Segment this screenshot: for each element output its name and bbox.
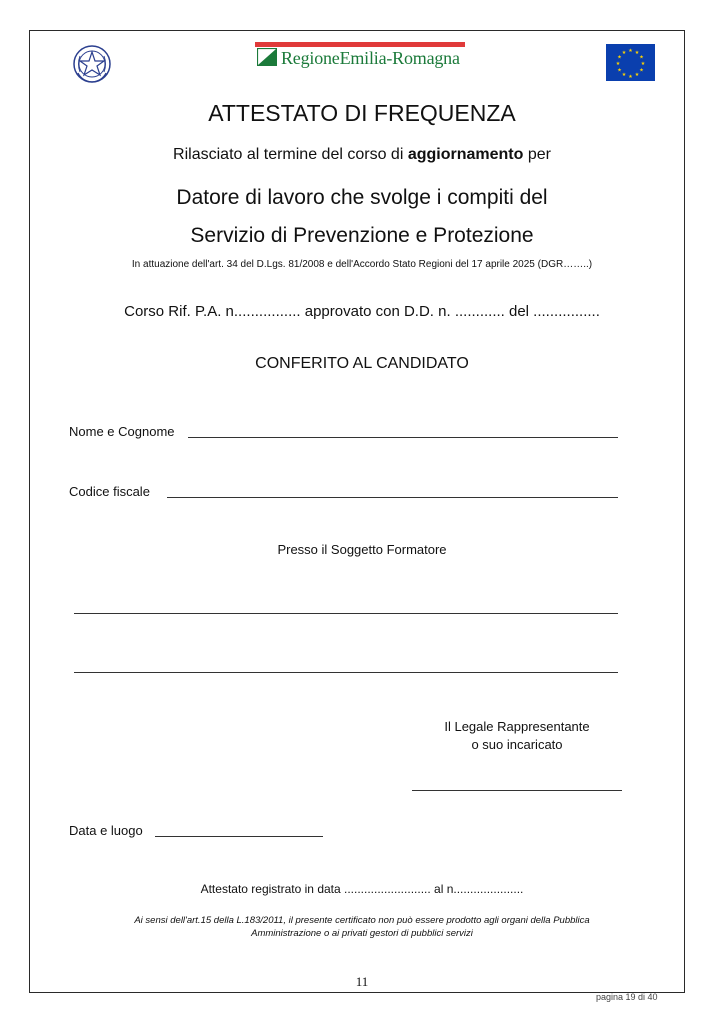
italian-republic-emblem-icon	[72, 43, 112, 85]
regione-emilia-romagna-logo	[255, 42, 465, 70]
regione-mark-icon	[257, 48, 277, 66]
soggetto-formatore-label: Presso il Soggetto Formatore	[277, 542, 447, 557]
svg-text:★: ★	[628, 74, 633, 80]
svg-text:★: ★	[640, 61, 646, 67]
page-number: 11	[355, 974, 369, 989]
course-reference: Corso Rif. P.A. n................ approvato con D.D. n. ............ del ................	[124, 303, 600, 320]
signature-line[interactable]	[412, 790, 622, 791]
subtitle-suffix: per	[523, 146, 551, 163]
conferred-heading: CONFERITO AL CANDIDATO	[255, 355, 469, 372]
svg-text:★: ★	[617, 54, 622, 61]
disclaimer-line-1: Ai sensi dell'art.15 della L.183/2011, il presente certificato non può essere prodotto agli organi della Pubblica	[134, 915, 590, 926]
svg-text:★: ★	[639, 54, 644, 61]
nome-cognome-field[interactable]	[188, 437, 618, 438]
certificate-title: ATTESTATO DI FREQUENZA	[208, 100, 516, 126]
course-name-line-2: Servizio di Prevenzione e Protezione	[190, 224, 534, 247]
course-name-line-1: Datore di lavoro che svolge i compiti del	[176, 186, 548, 209]
data-luogo-field[interactable]	[155, 836, 323, 837]
logo-text: RegioneEmilia-Romagna	[281, 48, 460, 68]
svg-text:★: ★	[621, 50, 627, 56]
legale-incaricato-label: o suo incaricato	[471, 737, 563, 752]
nome-cognome-label: Nome e Cognome	[69, 424, 175, 439]
codice-fiscale-field[interactable]	[167, 497, 618, 498]
subtitle-bold: aggiornamento	[407, 146, 524, 163]
svg-text:★: ★	[621, 72, 627, 78]
certificate-subtitle	[0, 146, 724, 164]
legale-rappresentante-label: Il Legale Rappresentante	[444, 719, 590, 734]
eu-flag-icon	[606, 44, 655, 81]
svg-text:★: ★	[615, 61, 621, 67]
logo-red-bar	[255, 42, 465, 47]
codice-fiscale-label: Codice fiscale	[69, 484, 150, 499]
registration-note: Attestato registrato in data .......................... al n.....................	[200, 882, 524, 896]
data-luogo-label: Data e luogo	[69, 823, 143, 838]
disclaimer-line-2: Amministrazione o ai privati gestori di pubblici servizi	[251, 928, 473, 939]
svg-text:★: ★	[634, 72, 640, 78]
soggetto-formatore-field-1[interactable]	[74, 613, 618, 614]
svg-text:★: ★	[628, 48, 633, 54]
legal-disclaimer	[80, 914, 644, 940]
page-indicator: pagina 19 di 40	[596, 992, 658, 1002]
legal-reference: In attuazione dell'art. 34 del D.Lgs. 81/2008 e dell'Accordo Stato Regioni del 17 aprile 2025 (DGR……..)	[131, 259, 593, 270]
svg-text:★: ★	[617, 67, 622, 74]
subtitle-prefix: Rilasciato al termine del corso di	[173, 146, 408, 163]
soggetto-formatore-field-2[interactable]	[74, 672, 618, 673]
svg-text:★: ★	[639, 67, 644, 74]
certificate-frame	[29, 30, 685, 993]
svg-text:★: ★	[634, 50, 640, 56]
